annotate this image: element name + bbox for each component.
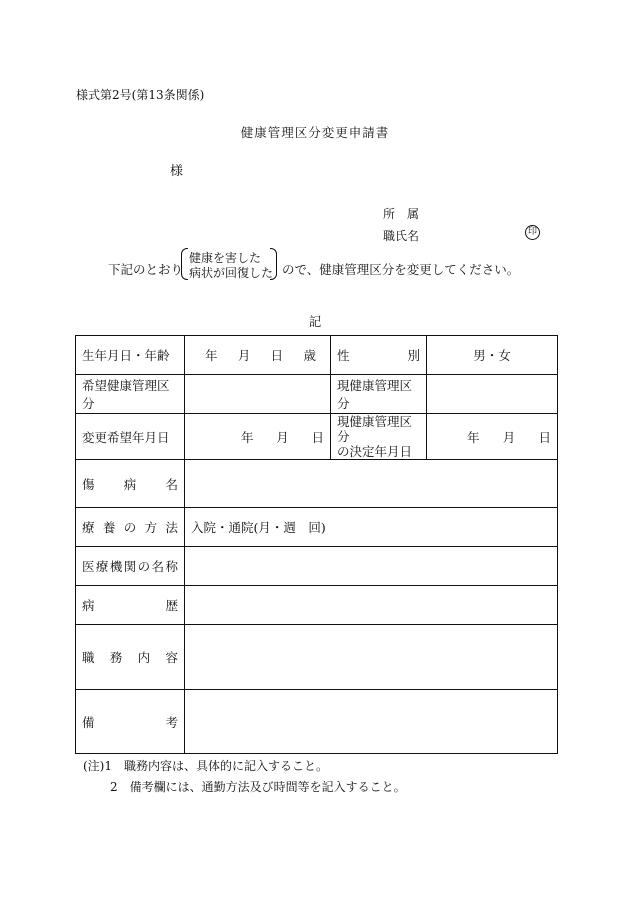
decision-date-input[interactable]: [427, 414, 558, 460]
ki-heading: 記: [308, 314, 322, 329]
disease-label-cell: [76, 460, 185, 508]
remarks-label: 備 考: [82, 714, 178, 730]
seal-mark: 印: [525, 225, 540, 240]
table-row-remarks: [76, 690, 558, 754]
remarks-input[interactable]: [185, 690, 558, 754]
current-class-label: 現健康管理区分: [337, 378, 413, 411]
change-year-unit: 年: [241, 429, 254, 445]
table-row-disease: [76, 460, 558, 508]
treatment-label: 療 養 の 方 法: [82, 520, 178, 535]
decision-date-label-cell: [331, 414, 427, 460]
statement-option-bracket: [181, 248, 277, 280]
history-label-cell: [76, 586, 185, 625]
table-row-class: [76, 375, 558, 414]
institution-label-cell: [76, 547, 185, 586]
birth-year-unit: 年: [205, 348, 218, 363]
disease-input[interactable]: [185, 460, 558, 508]
current-class-input[interactable]: [427, 375, 558, 414]
sex-value-cell[interactable]: [427, 336, 558, 375]
decision-year-unit: 年: [467, 429, 480, 445]
duties-input[interactable]: [185, 625, 558, 690]
remarks-label-cell: [76, 690, 185, 754]
sex-options: 男・女: [473, 348, 511, 363]
desired-class-input[interactable]: [185, 375, 331, 414]
desired-label-cell: [76, 375, 185, 414]
treatment-options: 入院・通院(月・週 回): [191, 520, 326, 535]
institution-input[interactable]: [185, 547, 558, 586]
right-bracket: [270, 248, 277, 280]
history-input[interactable]: [185, 586, 558, 625]
duties-label: 職 務 内 容: [82, 650, 178, 665]
sex-label-a: 性: [337, 348, 350, 363]
history-label: 病 歴: [82, 598, 178, 613]
table-row-history: [76, 586, 558, 625]
change-month-unit: 月: [276, 429, 289, 445]
note-2: 2 備考欄には、通勤方法及び時間等を記入すること。: [110, 780, 406, 794]
option-condition-recovered: 病状が回復した: [189, 266, 274, 280]
table-row-institution: [76, 547, 558, 586]
decision-day-unit: 日: [538, 429, 551, 445]
document-title: 健康管理区分変更申請書: [240, 125, 390, 140]
desired-class-label: 希望健康管理区分: [82, 378, 170, 411]
duties-label-cell: [76, 625, 185, 690]
decision-month-unit: 月: [502, 429, 516, 445]
treatment-label-cell: [76, 508, 185, 547]
birth-day-unit: 日: [270, 348, 284, 363]
decision-date-label-line2: の決定年月日: [337, 444, 413, 459]
treatment-input[interactable]: [185, 508, 558, 547]
disease-label: 傷 病 名: [82, 476, 178, 492]
birth-label-cell: [76, 336, 185, 375]
addressee-suffix: 様: [170, 164, 184, 179]
application-table: [75, 335, 558, 754]
table-row-duties: [76, 625, 558, 690]
table-row-dates: [76, 414, 558, 460]
form-number: 様式第2号(第13条関係): [76, 88, 205, 102]
option-health-harmed: 健康を害した: [189, 251, 262, 265]
birth-label: 生年月日・年齢: [82, 348, 170, 363]
birth-value-cell[interactable]: [185, 336, 331, 375]
left-bracket: [181, 248, 188, 280]
birth-month-unit: 月: [237, 348, 251, 363]
current-label-cell: [331, 375, 427, 414]
institution-label: 医 療 機 関 の 名 称: [82, 559, 178, 574]
statement-suffix: ので、健康管理区分を変更してください。: [282, 262, 520, 277]
change-day-unit: 日: [311, 429, 324, 445]
affiliation-label: 所 属: [383, 207, 420, 221]
name-label: 職氏名: [383, 229, 420, 243]
statement-prefix: 下記のとおり: [108, 262, 184, 277]
note-1: (注)1 職務内容は、具体的に記入すること。: [83, 759, 328, 773]
table-row-treatment: [76, 508, 558, 547]
birth-age-unit: 歳: [303, 348, 316, 363]
change-date-label: 変更希望年月日: [82, 429, 170, 445]
change-date-input[interactable]: [185, 414, 331, 460]
decision-date-label-line1: 現健康管理区分: [337, 414, 413, 444]
sex-label-cell: [331, 336, 427, 375]
change-date-label-cell: [76, 414, 185, 460]
sex-label-b: 別: [407, 348, 420, 363]
table-row-birth: [76, 336, 558, 375]
